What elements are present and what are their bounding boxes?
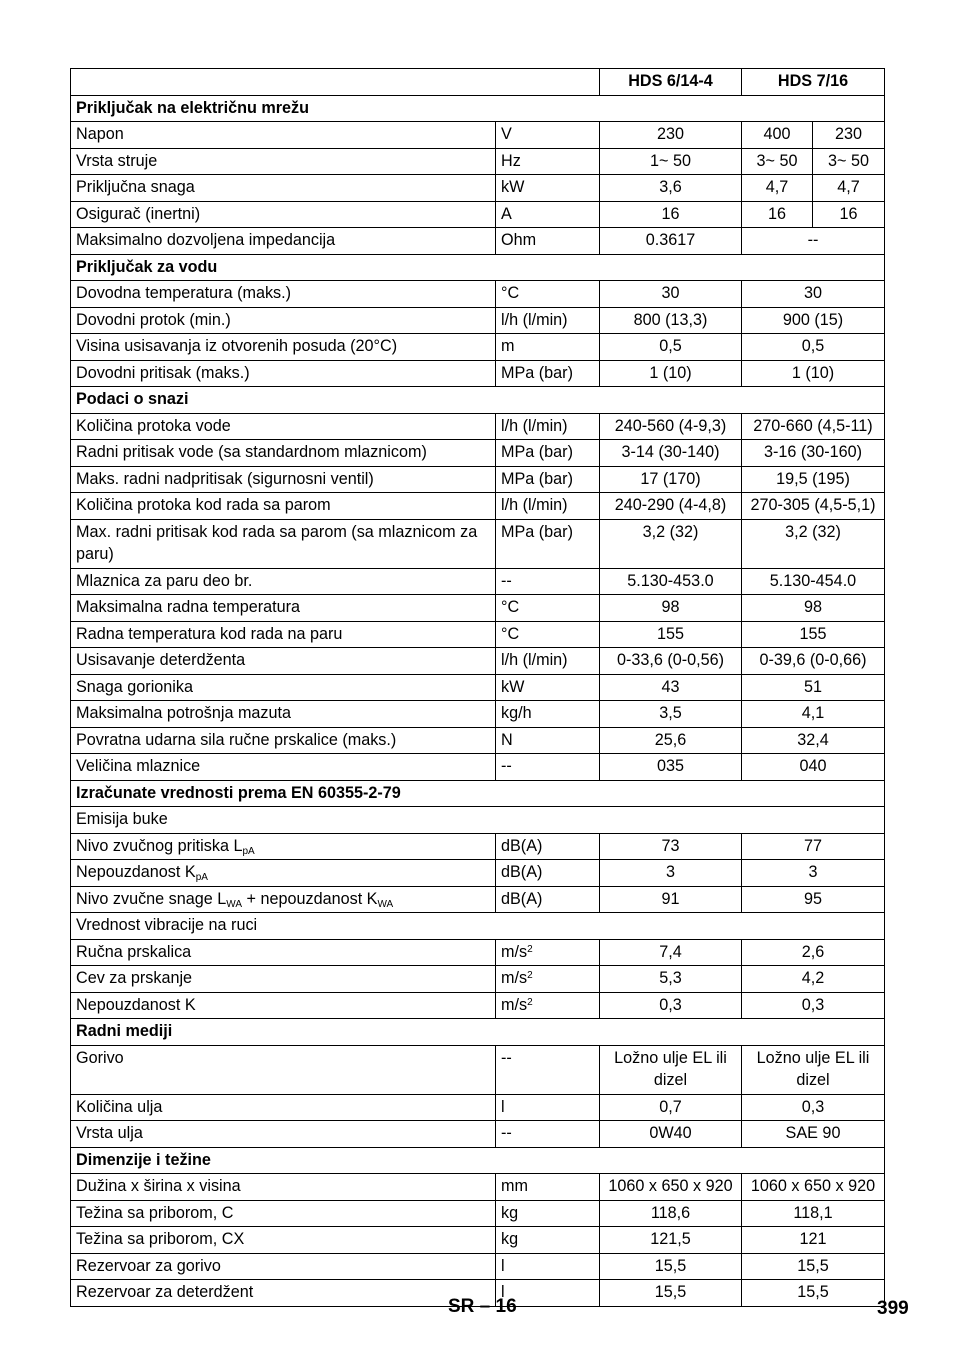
table-row — [71, 886, 885, 913]
section-title: Dimenzije i težine — [71, 1147, 885, 1174]
value-model-2: 040 — [742, 754, 885, 781]
row-unit — [496, 860, 600, 887]
section-title: Izračunate vrednosti prema EN 60355-2-79 — [71, 780, 885, 807]
row-unit-text: MPa (bar) — [501, 469, 573, 488]
row-label-text: Gorivo — [76, 1048, 124, 1067]
row-unit-text: kg/h — [501, 704, 532, 722]
value-model-2: 118,1 — [742, 1200, 885, 1227]
section-title: Podaci o snazi — [71, 387, 885, 414]
row-unit — [496, 754, 600, 781]
table-row — [71, 595, 885, 622]
row-unit — [496, 1227, 600, 1254]
row-unit-text: A — [501, 204, 512, 223]
row-label-text: Napon — [76, 125, 124, 143]
row-label — [71, 307, 496, 334]
row-unit — [496, 413, 600, 440]
row-label — [71, 1253, 496, 1280]
table-row — [71, 621, 885, 648]
value-model-1: 0,5 — [600, 334, 742, 361]
row-unit — [496, 201, 600, 228]
row-unit-superscript: 2 — [527, 996, 533, 1008]
value-model-2: 3-16 (30-160) — [742, 440, 885, 467]
row-label-text: Usisavanje deterdženta — [76, 651, 246, 669]
row-unit-text: l — [501, 1256, 505, 1275]
section-row — [71, 780, 885, 807]
value-model-2-400v: 16 — [742, 201, 813, 228]
row-label — [71, 992, 496, 1019]
table-row — [71, 1253, 885, 1280]
row-unit-text: l/h (l/min) — [501, 651, 568, 669]
row-label-text: Snaga gorionika — [76, 677, 193, 696]
row-unit-text: MPa (bar) — [501, 363, 573, 382]
row-unit-text: kg — [501, 1203, 519, 1222]
table-row — [71, 568, 885, 595]
value-model-1: 3,6 — [600, 175, 742, 202]
row-label — [71, 466, 496, 493]
row-label-text: Mlaznica za paru deo br. — [76, 571, 253, 590]
row-label-text: Nepouzdanost K — [76, 995, 196, 1014]
value-model-2: 4,2 — [742, 966, 885, 993]
row-unit-text: dB(A) — [501, 863, 543, 881]
header-cell-empty — [71, 69, 600, 96]
row-unit-text: kW — [501, 178, 525, 196]
row-label-subscript: pA — [195, 872, 208, 883]
value-model-1: 73 — [600, 833, 742, 860]
row-unit-superscript: 2 — [527, 970, 533, 981]
value-model-1: 118,6 — [600, 1200, 742, 1227]
value-model-2: 2,6 — [742, 939, 885, 966]
value-model-2: 155 — [742, 621, 885, 648]
row-unit — [496, 360, 600, 387]
row-label-text: Osigurač (inertni) — [76, 204, 201, 223]
row-label-text: Nepouzdanost K — [76, 863, 196, 881]
value-model-1: 1060 x 650 x 920 — [600, 1174, 742, 1201]
row-unit-text: N — [501, 730, 513, 749]
row-unit-text: Hz — [501, 151, 521, 170]
row-label-subscript-2: WA — [377, 898, 394, 910]
value-model-2: Ložno ulje EL ili dizel — [742, 1045, 885, 1094]
row-label-text: Količina protoka vode — [76, 416, 231, 435]
value-model-2: 5.130-454.0 — [742, 568, 885, 595]
section-row — [71, 1147, 885, 1174]
table-row — [71, 493, 885, 520]
table-row — [71, 674, 885, 701]
value-model-2: 15,5 — [742, 1280, 885, 1307]
value-model-2-230v: 3~ 50 — [813, 148, 885, 175]
row-label-text: Vrsta struje — [76, 151, 158, 170]
table-row — [71, 175, 885, 202]
row-unit — [496, 727, 600, 754]
value-model-2-230v: 230 — [813, 122, 885, 149]
value-model-1: 3,5 — [600, 701, 742, 728]
row-label-subscript: pA — [242, 845, 255, 857]
row-unit-text: MPa (bar) — [501, 443, 573, 461]
value-model-1: 17 (170) — [600, 466, 742, 493]
row-label-text: Visina usisavanja iz otvorenih posuda (20°C) — [76, 337, 398, 355]
row-unit — [496, 122, 600, 149]
table-row — [71, 334, 885, 361]
row-label — [71, 1094, 496, 1121]
row-unit-text: MPa (bar) — [501, 522, 573, 541]
value-model-1: 98 — [600, 595, 742, 622]
row-unit — [496, 1121, 600, 1148]
row-label-text: Količina protoka kod rada sa parom — [76, 496, 331, 514]
row-unit-text: m/s — [501, 942, 528, 961]
row-unit-text: -- — [501, 1124, 512, 1142]
row-unit-text: °C — [501, 284, 520, 302]
row-label — [71, 201, 496, 228]
table-row — [71, 1121, 885, 1148]
row-label — [71, 568, 496, 595]
row-label-text: Max. radni pritisak kod rada sa parom (sa mlaznicom za paru) — [76, 522, 478, 563]
value-model-2: 77 — [742, 833, 885, 860]
row-label-text: Težina sa priborom, CX — [76, 1230, 245, 1248]
value-model-1: 800 (13,3) — [600, 307, 742, 334]
value-model-1: 5.130-453.0 — [600, 568, 742, 595]
row-label — [71, 648, 496, 675]
value-model-1: 16 — [600, 201, 742, 228]
row-label-text: Veličina mlaznice — [76, 757, 201, 775]
table-row — [71, 966, 885, 993]
value-model-2: 270-660 (4,5-11) — [742, 413, 885, 440]
row-unit-text: m/s — [501, 995, 528, 1014]
row-label — [71, 621, 496, 648]
row-label — [71, 1174, 496, 1201]
table-row — [71, 228, 885, 255]
subheading-label: Emisija buke — [71, 807, 885, 834]
section-row — [71, 1019, 885, 1046]
row-unit — [496, 1253, 600, 1280]
row-unit — [496, 1200, 600, 1227]
page-number: 399 — [877, 1298, 909, 1319]
row-unit-text: l/h (l/min) — [501, 310, 568, 329]
row-label-text-2: + nepouzdanost K — [242, 889, 378, 908]
row-label-text: Nivo zvučne snage L — [76, 889, 227, 908]
value-model-2: -- — [742, 228, 885, 255]
header-model-1: HDS 6/14-4 — [600, 69, 742, 96]
table-row — [71, 281, 885, 308]
row-unit-text: kg — [501, 1230, 519, 1248]
row-label-text: Radna temperatura kod rada na paru — [76, 624, 343, 643]
table-row — [71, 1094, 885, 1121]
table-row — [71, 1227, 885, 1254]
table-row — [71, 860, 885, 887]
table-row — [71, 648, 885, 675]
value-model-1: 5,3 — [600, 966, 742, 993]
value-model-2: 0,3 — [742, 992, 885, 1019]
row-unit-text: -- — [501, 1048, 512, 1067]
value-model-1: 240-290 (4-4,8) — [600, 493, 742, 520]
row-unit-text: Ohm — [501, 231, 537, 249]
row-unit — [496, 1045, 600, 1094]
value-model-1: 3-14 (30-140) — [600, 440, 742, 467]
value-model-1: 3 — [600, 860, 742, 887]
row-label-text: Rezervoar za gorivo — [76, 1256, 221, 1275]
table-row — [71, 992, 885, 1019]
value-model-1: 240-560 (4-9,3) — [600, 413, 742, 440]
header-model-2: HDS 7/16 — [742, 69, 885, 96]
value-model-2: 30 — [742, 281, 885, 308]
value-model-2: 51 — [742, 674, 885, 701]
row-label — [71, 175, 496, 202]
row-label — [71, 833, 496, 860]
row-unit — [496, 493, 600, 520]
table-header-row — [71, 69, 885, 96]
row-label — [71, 860, 496, 887]
value-model-2-400v: 400 — [742, 122, 813, 149]
table-row — [71, 122, 885, 149]
value-model-1: 0,7 — [600, 1094, 742, 1121]
row-label — [71, 966, 496, 993]
row-unit — [496, 175, 600, 202]
row-unit — [496, 674, 600, 701]
row-label-text: Ručna prskalica — [76, 942, 192, 961]
row-unit — [496, 148, 600, 175]
value-model-1: Ložno ulje EL ili dizel — [600, 1045, 742, 1094]
value-model-2-230v: 16 — [813, 201, 885, 228]
row-label-text: Priključna snaga — [76, 178, 195, 196]
table-row — [71, 360, 885, 387]
section-row — [71, 254, 885, 281]
row-label — [71, 493, 496, 520]
value-model-1: 155 — [600, 621, 742, 648]
table-row — [71, 833, 885, 860]
row-label-text: Dovodni protok (min.) — [76, 310, 231, 329]
value-model-1: 25,6 — [600, 727, 742, 754]
row-unit — [496, 621, 600, 648]
row-unit-text: m — [501, 337, 515, 355]
row-label-text: Dovodni pritisak (maks.) — [76, 363, 250, 382]
value-model-1: 15,5 — [600, 1253, 742, 1280]
section-title: Priključak za vodu — [71, 254, 885, 281]
row-label — [71, 1280, 496, 1307]
value-model-1: 7,4 — [600, 939, 742, 966]
row-label — [71, 148, 496, 175]
value-model-2: 900 (15) — [742, 307, 885, 334]
row-unit — [496, 1094, 600, 1121]
row-label — [71, 1121, 496, 1148]
row-unit — [496, 228, 600, 255]
row-unit-text: l — [501, 1283, 505, 1301]
row-label — [71, 1045, 496, 1094]
value-model-1: 230 — [600, 122, 742, 149]
row-unit — [496, 307, 600, 334]
table-row — [71, 727, 885, 754]
value-model-1: 121,5 — [600, 1227, 742, 1254]
row-label — [71, 754, 496, 781]
value-model-1: 0W40 — [600, 1121, 742, 1148]
row-unit-text: mm — [501, 1177, 528, 1195]
row-label-text: Maksimalna radna temperatura — [76, 598, 301, 616]
row-label-text: Težina sa priborom, C — [76, 1203, 234, 1222]
row-unit-text: °C — [501, 598, 520, 616]
row-unit — [496, 992, 600, 1019]
subheading-label: Vrednost vibracije na ruci — [71, 913, 885, 940]
row-unit — [496, 886, 600, 913]
table-row — [71, 754, 885, 781]
row-unit-text: dB(A) — [501, 836, 543, 855]
row-label-text: Rezervoar za deterdžent — [76, 1283, 254, 1301]
value-model-2: 15,5 — [742, 1253, 885, 1280]
row-label — [71, 360, 496, 387]
row-label — [71, 1227, 496, 1254]
spec-table — [70, 68, 885, 1307]
subheading-row — [71, 807, 885, 834]
row-unit — [496, 701, 600, 728]
table-row — [71, 307, 885, 334]
row-unit-text: °C — [501, 624, 520, 643]
row-label — [71, 413, 496, 440]
row-label — [71, 334, 496, 361]
row-unit-superscript: 2 — [527, 943, 533, 955]
value-model-1: 3,2 (32) — [600, 519, 742, 568]
row-label-text: Radni pritisak vode (sa standardnom mlaznicom) — [76, 443, 427, 461]
value-model-2: 121 — [742, 1227, 885, 1254]
value-model-1: 035 — [600, 754, 742, 781]
value-model-1: 1~ 50 — [600, 148, 742, 175]
value-model-2-400v: 3~ 50 — [742, 148, 813, 175]
value-model-1: 91 — [600, 886, 742, 913]
value-model-2: 95 — [742, 886, 885, 913]
row-unit-text: kW — [501, 677, 525, 696]
table-row — [71, 939, 885, 966]
section-title: Priključak na električnu mrežu — [71, 95, 885, 122]
subheading-row — [71, 913, 885, 940]
table-row — [71, 413, 885, 440]
value-model-2: 0,3 — [742, 1094, 885, 1121]
row-label — [71, 939, 496, 966]
row-label-text: Maksimalna potrošnja mazuta — [76, 704, 292, 722]
row-label — [71, 440, 496, 467]
row-unit-text: -- — [501, 571, 512, 590]
row-unit — [496, 939, 600, 966]
row-unit — [496, 440, 600, 467]
row-label — [71, 674, 496, 701]
value-model-2: 98 — [742, 595, 885, 622]
value-model-1: 30 — [600, 281, 742, 308]
value-model-2: 1 (10) — [742, 360, 885, 387]
row-label — [71, 595, 496, 622]
row-label — [71, 281, 496, 308]
row-label — [71, 228, 496, 255]
row-unit-text: l/h (l/min) — [501, 416, 568, 435]
value-model-2: 3,2 (32) — [742, 519, 885, 568]
row-unit — [496, 568, 600, 595]
row-label-text: Maksimalno dozvoljena impedancija — [76, 231, 336, 249]
value-model-2: 0,5 — [742, 334, 885, 361]
row-unit-text: dB(A) — [501, 889, 543, 908]
value-model-2: 270-305 (4,5-5,1) — [742, 493, 885, 520]
row-label-text: Povratna udarna sila ručne prskalice (maks.) — [76, 730, 397, 749]
row-unit-text: V — [501, 125, 512, 143]
row-unit — [496, 281, 600, 308]
table-row — [71, 1200, 885, 1227]
value-model-1: 0-33,6 (0-0,56) — [600, 648, 742, 675]
row-label-text: Količina ulja — [76, 1097, 163, 1116]
row-label-subscript: WA — [226, 898, 243, 910]
row-unit — [496, 334, 600, 361]
value-model-1: 43 — [600, 674, 742, 701]
row-label — [71, 122, 496, 149]
row-label-text: Cev za prskanje — [76, 969, 193, 987]
section-row — [71, 95, 885, 122]
row-label-text: Nivo zvučnog pritiska L — [76, 836, 243, 855]
row-unit — [496, 966, 600, 993]
value-model-2-400v: 4,7 — [742, 175, 813, 202]
row-label-text: Vrsta ulja — [76, 1124, 143, 1142]
table-row — [71, 519, 885, 568]
table-row — [71, 701, 885, 728]
table-row — [71, 440, 885, 467]
row-unit-text: -- — [501, 757, 512, 775]
table-row — [71, 201, 885, 228]
value-model-1: 15,5 — [600, 1280, 742, 1307]
row-unit-text: m/s — [501, 969, 528, 987]
row-unit — [496, 519, 600, 568]
value-model-2: 19,5 (195) — [742, 466, 885, 493]
page-language-marker: SR – 16 — [448, 1296, 517, 1317]
row-label-text: Maks. radni nadpritisak (sigurnosni ventil) — [76, 469, 374, 488]
table-row — [71, 466, 885, 493]
section-row — [71, 387, 885, 414]
section-title: Radni mediji — [71, 1019, 885, 1046]
value-model-2-230v: 4,7 — [813, 175, 885, 202]
value-model-1: 0,3 — [600, 992, 742, 1019]
row-unit-text: l/h (l/min) — [501, 496, 568, 514]
row-label-text: Dovodna temperatura (maks.) — [76, 284, 292, 302]
value-model-2: SAE 90 — [742, 1121, 885, 1148]
row-label — [71, 727, 496, 754]
value-model-1: 0.3617 — [600, 228, 742, 255]
row-unit — [496, 1174, 600, 1201]
row-label — [71, 1200, 496, 1227]
value-model-2: 32,4 — [742, 727, 885, 754]
value-model-2: 4,1 — [742, 701, 885, 728]
row-unit — [496, 833, 600, 860]
value-model-2: 1060 x 650 x 920 — [742, 1174, 885, 1201]
row-label — [71, 519, 496, 568]
table-row — [71, 1045, 885, 1094]
value-model-2: 0-39,6 (0-0,66) — [742, 648, 885, 675]
value-model-2: 3 — [742, 860, 885, 887]
row-unit — [496, 595, 600, 622]
table-row — [71, 1174, 885, 1201]
row-unit — [496, 648, 600, 675]
row-label-text: Dužina x širina x visina — [76, 1177, 241, 1195]
value-model-1: 1 (10) — [600, 360, 742, 387]
row-unit-text: l — [501, 1097, 505, 1116]
row-unit — [496, 466, 600, 493]
row-label — [71, 701, 496, 728]
row-label — [71, 886, 496, 913]
table-row — [71, 148, 885, 175]
